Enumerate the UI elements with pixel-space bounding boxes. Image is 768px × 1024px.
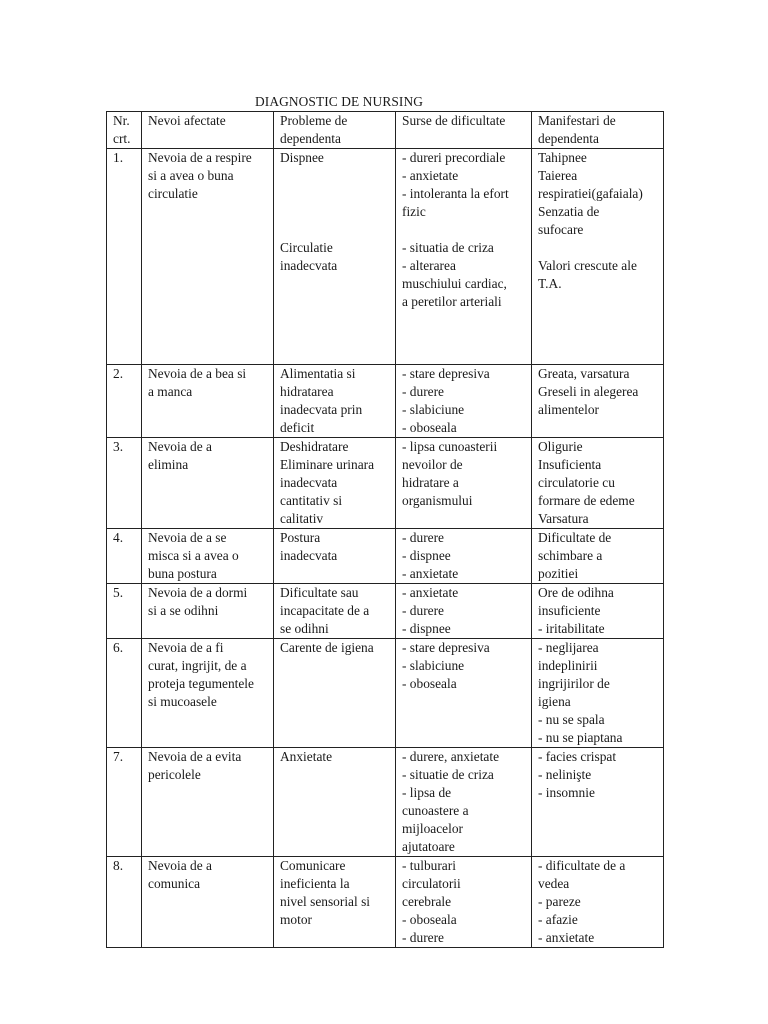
cell-manifestari-line: Dificultate de (538, 530, 612, 545)
cell-probleme-line: calitativ (280, 511, 324, 526)
cell-manifestari-line: formare de edeme (538, 493, 635, 508)
cell-nevoi-line: comunica (148, 876, 201, 891)
cell-manifestari-line: - neglijarea (538, 640, 599, 655)
cell-probleme-line: Dificultate sau (280, 585, 359, 600)
header-manifestari-dependenta-line: dependenta (538, 131, 599, 146)
cell-nevoi (142, 149, 274, 365)
cell-surse-line: organismului (402, 493, 473, 508)
cell-probleme-line: inadecvata (280, 548, 338, 563)
cell-surse-line: mijloacelor (402, 821, 463, 836)
table-body (107, 149, 664, 948)
cell-probleme-line: Eliminare urinara (280, 457, 375, 472)
cell-surse-line: - dispnee (402, 621, 451, 636)
cell-nr: 3. (107, 438, 142, 529)
cell-probleme-line: ineficienta la (280, 876, 350, 891)
cell-manifestari (532, 529, 664, 584)
cell-manifestari-line: Oligurie (538, 439, 583, 454)
cell-manifestari-line: - anxietate (538, 930, 595, 945)
cell-manifestari-line: - nelinişte (538, 767, 592, 782)
cell-nevoi-line: Nevoia de a (148, 439, 212, 454)
cell-surse-line: - durere (402, 384, 445, 399)
cell-nevoi-line: Nevoia de a fi (148, 640, 224, 655)
cell-manifestari-line: insuficiente (538, 603, 601, 618)
cell-manifestari-line: Taierea (538, 168, 578, 183)
header-nr-crt-line: Nr. (113, 113, 130, 128)
cell-surse-line: - situatia de criza (402, 240, 494, 255)
table-row (107, 365, 664, 438)
cell-manifestari-line: Ore de odihna (538, 585, 614, 600)
cell-nr: 4. (107, 529, 142, 584)
cell-manifestari-line: - afazie (538, 912, 578, 927)
cell-surse-line: - intoleranta la efort (402, 186, 509, 201)
cell-surse-line: - durere, anxietate (402, 749, 500, 764)
cell-probleme (274, 748, 396, 857)
cell-surse (396, 857, 532, 948)
cell-manifestari-line: - nu se spala (538, 712, 605, 727)
line-spacer (280, 185, 391, 203)
line-spacer (402, 221, 527, 239)
table-row (107, 748, 664, 857)
cell-surse (396, 584, 532, 639)
cell-probleme (274, 529, 396, 584)
cell-surse-line: - oboseala (402, 912, 457, 927)
cell-manifestari (532, 748, 664, 857)
line-spacer (280, 203, 391, 221)
cell-probleme-line: Postura (280, 530, 321, 545)
cell-probleme-line: Circulatie (280, 240, 333, 255)
cell-probleme-line: inadecvata prin (280, 402, 363, 417)
cell-surse (396, 149, 532, 365)
line-spacer (538, 239, 659, 257)
table-header-row (107, 112, 664, 149)
cell-probleme (274, 857, 396, 948)
cell-nevoi-line: Nevoia de a respire (148, 150, 252, 165)
cell-nr: 8. (107, 857, 142, 948)
cell-manifestari (532, 584, 664, 639)
cell-manifestari (532, 857, 664, 948)
cell-surse-line: - oboseala (402, 676, 457, 691)
table-row (107, 529, 664, 584)
cell-probleme-line: cantitativ si (280, 493, 343, 508)
cell-surse-line: ajutatoare (402, 839, 455, 854)
cell-probleme (274, 584, 396, 639)
line-spacer (280, 221, 391, 239)
cell-manifestari-line: - iritabilitate (538, 621, 605, 636)
cell-manifestari-line: Insuficienta (538, 457, 602, 472)
header-nevoi-afectate-line: Nevoi afectate (148, 113, 226, 128)
cell-surse-line: - durere (402, 603, 445, 618)
cell-manifestari-line: pozitiei (538, 566, 579, 581)
cell-surse-line: - dureri precordiale (402, 150, 506, 165)
cell-manifestari-line: - insomnie (538, 785, 595, 800)
cell-manifestari-line: - facies crispat (538, 749, 617, 764)
cell-nevoi (142, 584, 274, 639)
table-row (107, 857, 664, 948)
cell-nevoi-line: si a se odihni (148, 603, 219, 618)
cell-probleme-line: Dispnee (280, 150, 324, 165)
cell-surse (396, 529, 532, 584)
cell-manifestari (532, 365, 664, 438)
cell-surse-line: cerebrale (402, 894, 452, 909)
cell-nevoi-line: circulatie (148, 186, 198, 201)
page-title: DIAGNOSTIC DE NURSING (255, 94, 423, 109)
table-row (107, 438, 664, 529)
cell-probleme-line: deficit (280, 420, 315, 435)
cell-probleme (274, 438, 396, 529)
cell-probleme-line: incapacitate de a (280, 603, 370, 618)
cell-manifestari-line: sufocare (538, 222, 584, 237)
cell-manifestari-line: T.A. (538, 276, 562, 291)
cell-nevoi (142, 857, 274, 948)
cell-surse (396, 639, 532, 748)
cell-surse-line: - lipsa cunoasterii (402, 439, 498, 454)
cell-surse-line: - stare depresiva (402, 640, 490, 655)
cell-manifestari-line: Greata, varsatura (538, 366, 630, 381)
nursing-diagnosis-table (106, 111, 664, 948)
cell-nevoi (142, 748, 274, 857)
cell-nevoi-line: misca si a avea o (148, 548, 239, 563)
cell-surse-line: cunoastere a (402, 803, 469, 818)
cell-manifestari-line: indeplinirii (538, 658, 598, 673)
cell-probleme-line: hidratarea (280, 384, 334, 399)
cell-manifestari-line: - pareze (538, 894, 581, 909)
cell-manifestari-line: Tahipnee (538, 150, 587, 165)
header-probleme-dependenta-line: dependenta (280, 131, 341, 146)
cell-surse-line: circulatorii (402, 876, 461, 891)
cell-surse-line: - durere (402, 930, 445, 945)
cell-probleme-line: se odihni (280, 621, 329, 636)
cell-surse-line: - lipsa de (402, 785, 452, 800)
cell-probleme-line: Comunicare (280, 858, 346, 873)
cell-probleme (274, 149, 396, 365)
cell-probleme-line: nivel sensorial si (280, 894, 371, 909)
cell-manifestari-line: alimentelor (538, 402, 599, 417)
cell-nevoi (142, 438, 274, 529)
cell-surse-line: - tulburari (402, 858, 456, 873)
cell-surse-line: - anxietate (402, 168, 459, 183)
cell-surse-line: - situatie de criza (402, 767, 494, 782)
cell-surse-line: - alterarea (402, 258, 456, 273)
cell-surse-line: a peretilor arteriali (402, 294, 502, 309)
cell-surse-line: muschiului cardiac, (402, 276, 507, 291)
header-manifestari-dependenta (532, 112, 664, 149)
cell-probleme (274, 639, 396, 748)
cell-probleme-line: inadecvata (280, 258, 338, 273)
cell-surse-line: - slabiciune (402, 402, 465, 417)
cell-manifestari (532, 149, 664, 365)
table-row (107, 149, 664, 365)
cell-probleme-line: Deshidratare (280, 439, 349, 454)
cell-surse-line: nevoilor de (402, 457, 463, 472)
header-nr-crt (107, 112, 142, 149)
header-probleme-dependenta-line: Probleme de (280, 113, 348, 128)
cell-nevoi (142, 639, 274, 748)
cell-manifestari-line: Varsatura (538, 511, 589, 526)
cell-surse-line: - dispnee (402, 548, 451, 563)
cell-probleme (274, 365, 396, 438)
cell-manifestari-line: schimbare a (538, 548, 603, 563)
cell-manifestari-line: - dificultate de a (538, 858, 626, 873)
line-spacer (280, 167, 391, 185)
cell-nevoi-line: Nevoia de a evita (148, 749, 242, 764)
cell-surse-line: - anxietate (402, 566, 459, 581)
cell-manifestari-line: circulatorie cu (538, 475, 615, 490)
cell-surse-line: - slabiciune (402, 658, 465, 673)
cell-nevoi-line: Nevoia de a (148, 858, 212, 873)
cell-nr: 7. (107, 748, 142, 857)
cell-nevoi-line: si a avea o buna (148, 168, 234, 183)
cell-nevoi-line: pericolele (148, 767, 201, 782)
cell-nr: 2. (107, 365, 142, 438)
cell-nr: 1. (107, 149, 142, 365)
cell-nevoi-line: Nevoia de a bea si (148, 366, 247, 381)
cell-surse (396, 748, 532, 857)
cell-surse (396, 365, 532, 438)
cell-manifestari (532, 438, 664, 529)
cell-manifestari-line: respiratiei(gafaiala) (538, 186, 643, 201)
cell-manifestari-line: Greseli in alegerea (538, 384, 639, 399)
cell-nevoi-line: curat, ingrijit, de a (148, 658, 247, 673)
header-probleme-dependenta (274, 112, 396, 149)
cell-nevoi-line: si mucoasele (148, 694, 217, 709)
header-surse-dificultate-line: Surse de dificultate (402, 113, 506, 128)
cell-nevoi-line: a manca (148, 384, 193, 399)
header-surse-dificultate (396, 112, 532, 149)
cell-nr: 6. (107, 639, 142, 748)
cell-probleme-line: Carente de igiena (280, 640, 374, 655)
cell-nevoi-line: proteja tegumentele (148, 676, 254, 691)
table-row (107, 584, 664, 639)
header-nevoi-afectate (142, 112, 274, 149)
cell-manifestari-line: Valori crescute ale (538, 258, 637, 273)
cell-probleme-line: inadecvata (280, 475, 338, 490)
cell-surse-line: hidratare a (402, 475, 459, 490)
cell-surse (396, 438, 532, 529)
cell-manifestari-line: ingrijirilor de (538, 676, 610, 691)
cell-nevoi-line: Nevoia de a dormi (148, 585, 248, 600)
cell-nevoi-line: buna postura (148, 566, 217, 581)
cell-surse-line: - anxietate (402, 585, 459, 600)
cell-nr: 5. (107, 584, 142, 639)
header-nr-crt-line: crt. (113, 131, 131, 146)
cell-manifestari-line: - nu se piaptana (538, 730, 623, 745)
cell-nevoi-line: elimina (148, 457, 189, 472)
cell-surse-line: - oboseala (402, 420, 457, 435)
cell-surse-line: - durere (402, 530, 445, 545)
table-row (107, 639, 664, 748)
cell-nevoi (142, 529, 274, 584)
cell-surse-line: fizic (402, 204, 426, 219)
cell-manifestari (532, 639, 664, 748)
cell-surse-line: - stare depresiva (402, 366, 490, 381)
cell-nevoi (142, 365, 274, 438)
cell-probleme-line: motor (280, 912, 312, 927)
cell-manifestari-line: Senzatia de (538, 204, 600, 219)
cell-probleme-line: Alimentatia si (280, 366, 356, 381)
header-manifestari-dependenta-line: Manifestari de (538, 113, 616, 128)
cell-manifestari-line: vedea (538, 876, 570, 891)
cell-manifestari-line: igiena (538, 694, 571, 709)
cell-probleme-line: Anxietate (280, 749, 333, 764)
cell-nevoi-line: Nevoia de a se (148, 530, 227, 545)
